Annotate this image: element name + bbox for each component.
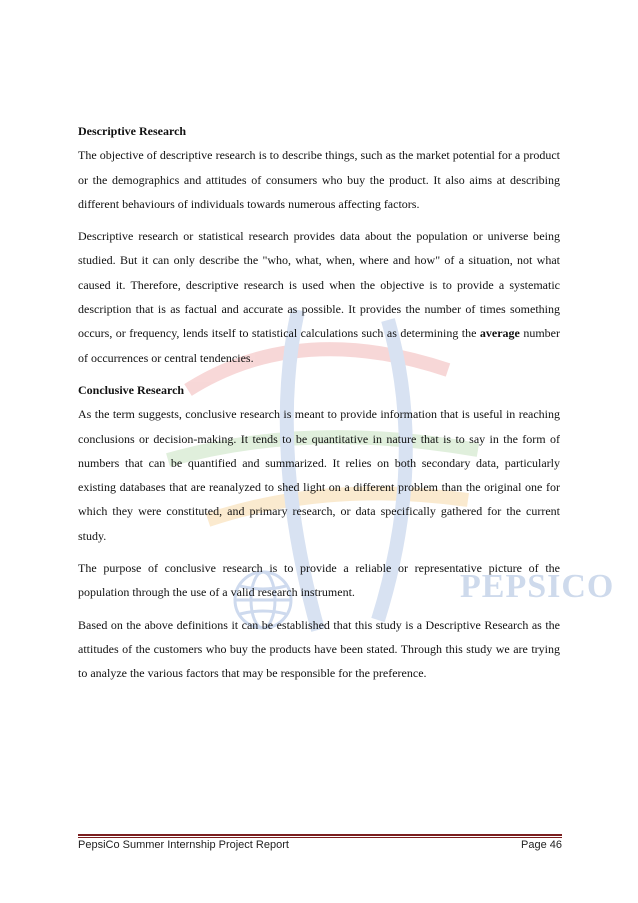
- section-heading-descriptive: Descriptive Research: [78, 124, 187, 138]
- descriptive-paragraph-2-text: Descriptive research or statistical research provides data about the population or universe being studied. But it can only describe the "who, what, when, where and how" of a situation, not what caused it. Therefore, descriptive research is used when the objective is to provide a systematic description that is as factual and accurate as possible. It provides the number of times something occurs, or frequency, lends itself to statistical calculations such as determining the: [78, 229, 560, 341]
- page-footer: [78, 839, 562, 851]
- conclusion-paragraph: Based on the above definitions it can be established that this study is a Descriptive Research as the attitudes of the customers who buy the products have been stated. Through this study we are trying to analyze the various factors that may be responsible for the preference.: [78, 617, 560, 681]
- footer-divider: [78, 834, 562, 836]
- average-bold-text: average: [479, 326, 520, 341]
- footer-divider-thin: [78, 837, 562, 838]
- page-content: [78, 119, 560, 694]
- watermark-text: PEPSICO: [460, 568, 615, 605]
- conclusive-paragraph-1: As the term suggests, conclusive research is meant to provide information that is useful in reaching conclusions or decision-making. It tends to be quantitative in nature that is to say in the form of numbers that can be quantified and summarized. It relies on both secondary data, particularly existing databases that are reanalyzed to shed light on a different problem than the original one for which they were constituted, and primary research, or data specifically gathered for the current study.: [78, 407, 560, 543]
- section-heading-conclusive: Conclusive Research: [78, 382, 185, 397]
- descriptive-paragraph-1: The objective of descriptive research is to describe things, such as the market potential for a product or the demographics and attitudes of consumers who buy the product. It also aims at describing different behaviours of individuals towards numerous affecting factors.: [78, 148, 560, 211]
- footer-page-number: Page 46: [521, 839, 562, 851]
- descriptive-paragraph-2: [78, 224, 560, 370]
- conclusive-paragraph-2: The purpose of conclusive research is to provide a reliable or representative picture of the population through the use of a valid research instrument.: [78, 561, 560, 600]
- descriptive-paragraph-2-end: number of occurrences or central tendencies.: [78, 326, 561, 365]
- footer-report-title: PepsiCo Summer Internship Project Report: [78, 839, 289, 851]
